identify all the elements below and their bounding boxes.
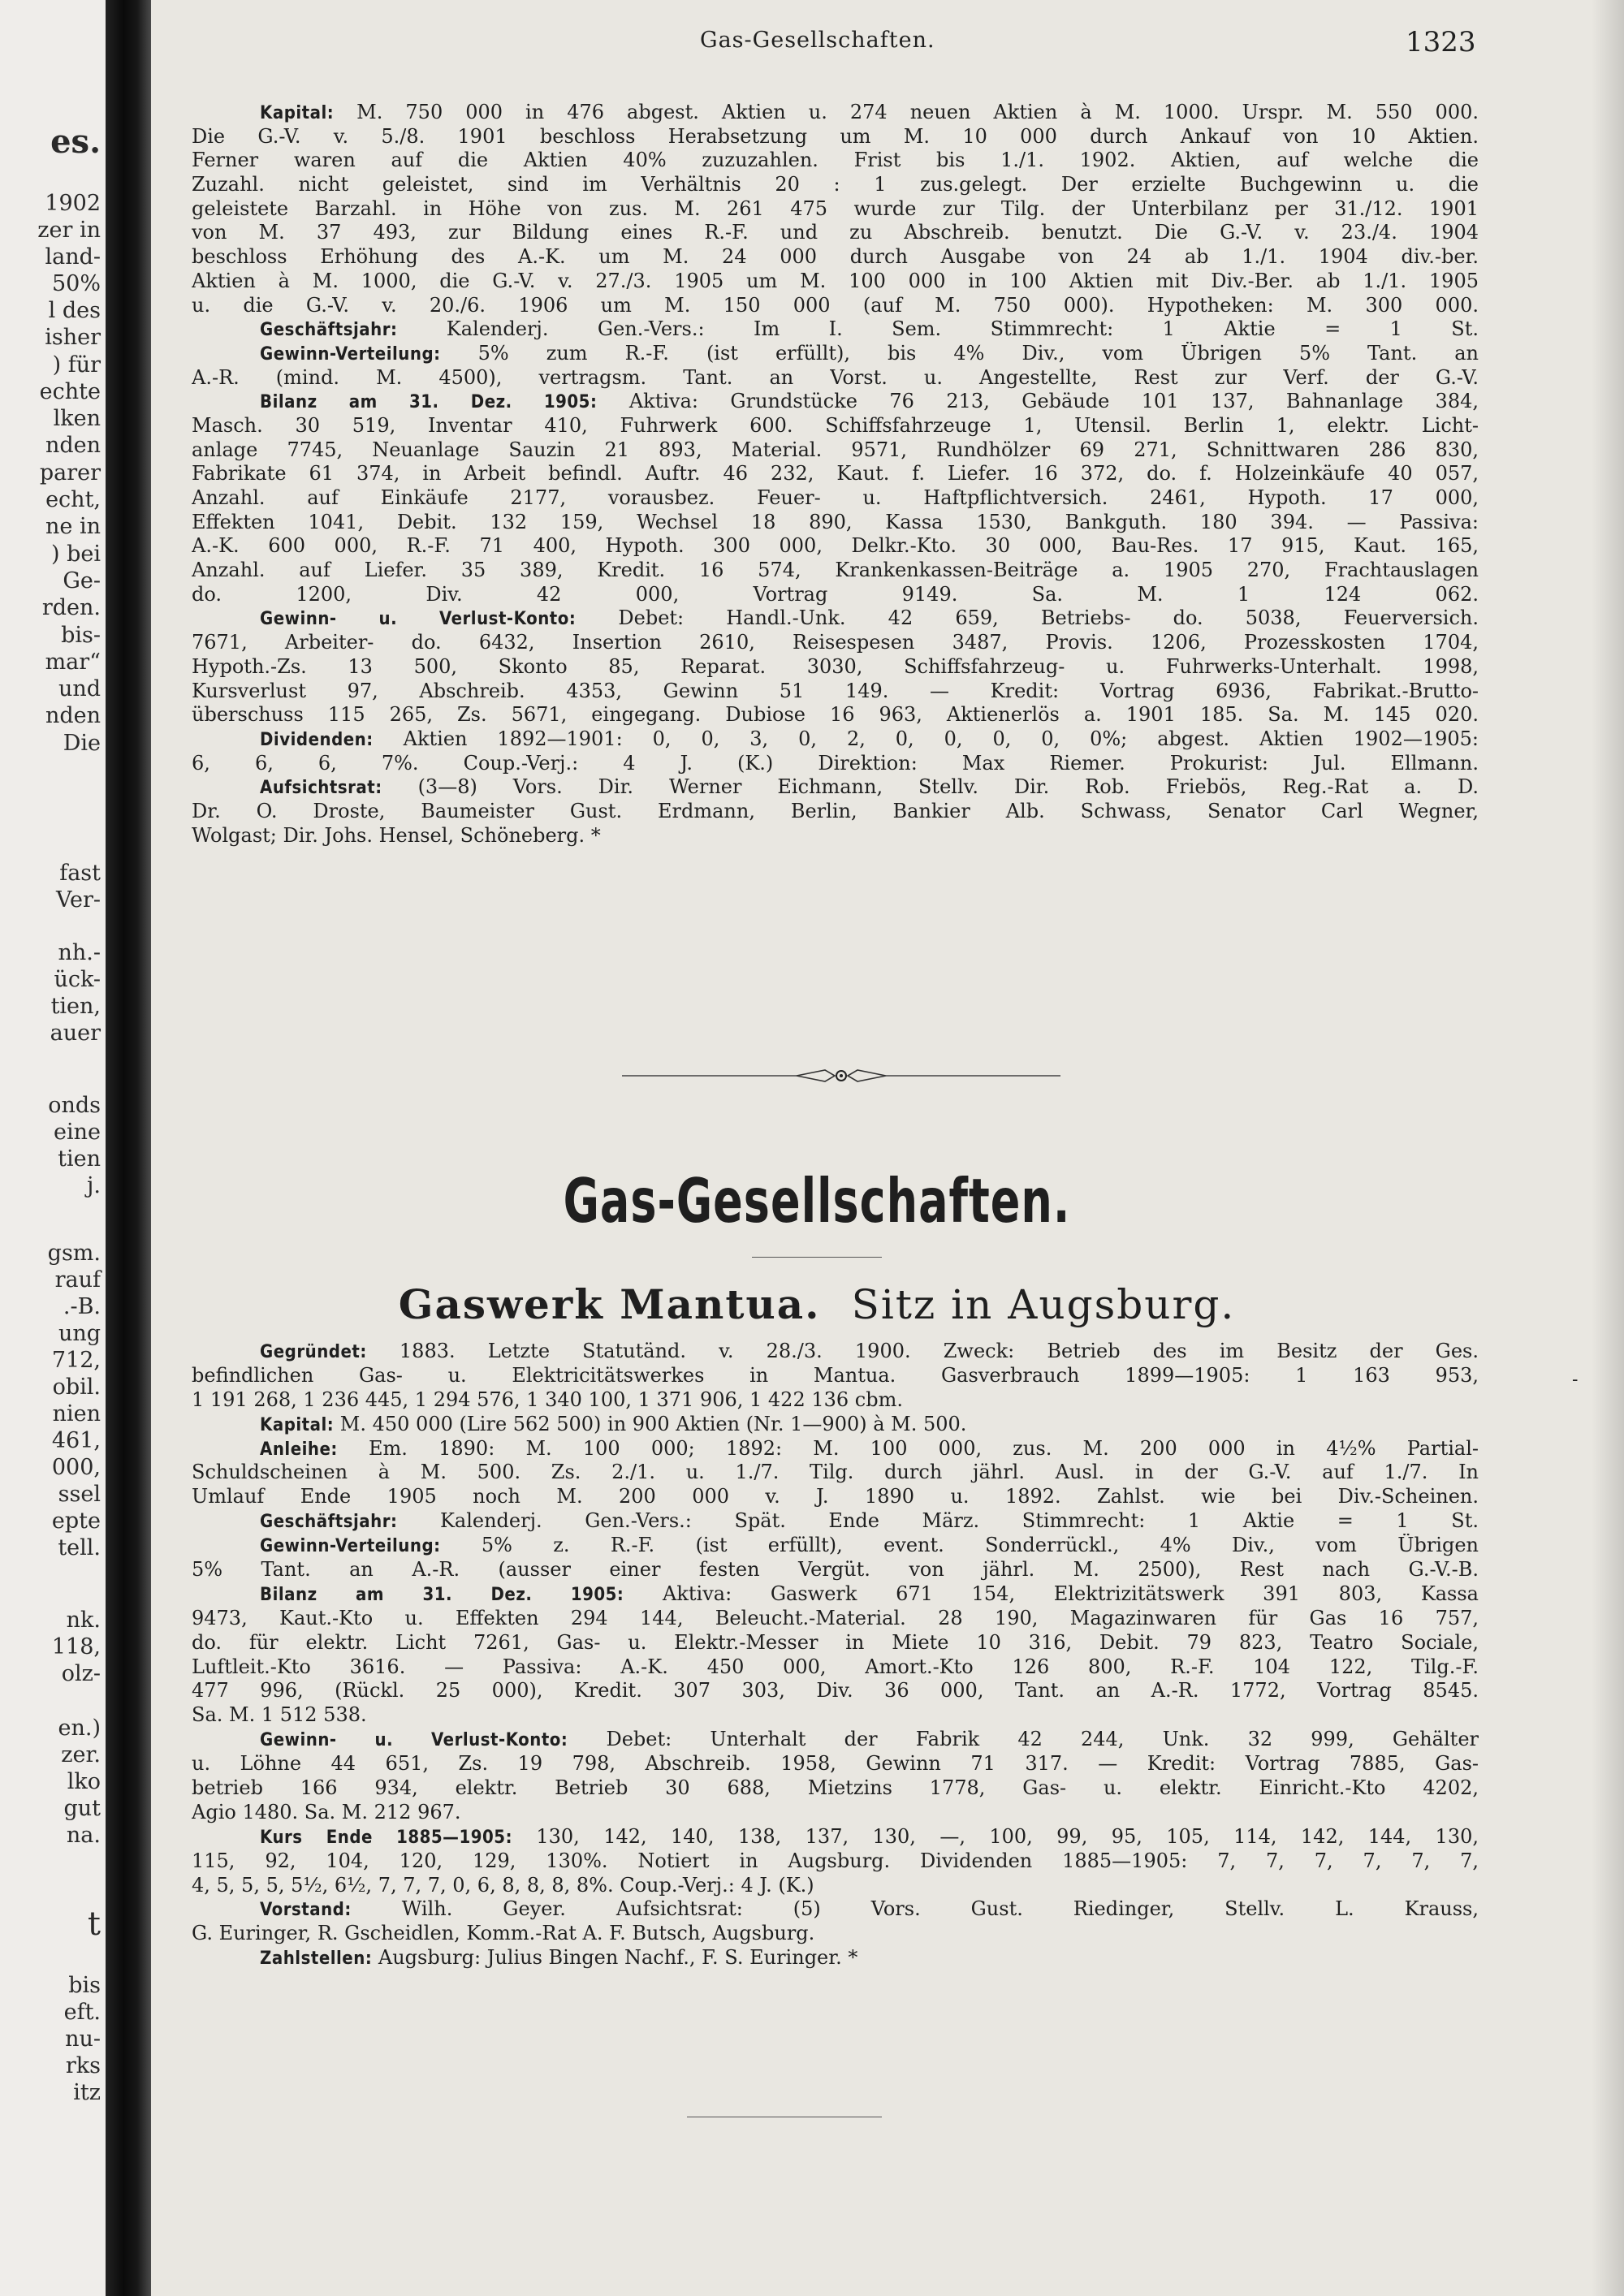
text-line	[192, 390, 1479, 414]
text-line	[192, 775, 1479, 800]
left-page-fragment: ssel	[58, 1482, 101, 1507]
field-text: befindlichen Gas- u. Elektricitätswerkes in Mantua. Gasverbrauch 1899—1905: 1 163 953,	[192, 1363, 1479, 1387]
text-line	[192, 1582, 1479, 1607]
text-line	[192, 221, 1479, 245]
field-label: Bilanz am 31. Dez. 1905:	[260, 1584, 624, 1605]
margin-mark: -	[1572, 1370, 1579, 1390]
text-line	[192, 800, 1479, 824]
text-line	[192, 197, 1479, 222]
left-page-fragment: en.)	[58, 1716, 101, 1741]
page-number: 1323	[1406, 26, 1476, 58]
left-page-fragment: 118,	[51, 1634, 101, 1659]
field-text: Hypoth.-Zs. 13 500, Skonto 85, Reparat. 3030, Schiffsfahrzeug- u. Fuhrwerks-Unterhalt. 1998,	[192, 654, 1479, 678]
field-text: geleistete Barzahl. in Höhe von zus. M. 261 475 wurde zur Tilg. der Unterbilanz per 31./12. 1901	[192, 196, 1479, 220]
text-line	[192, 1752, 1479, 1776]
company-name: Gaswerk Mantua.	[398, 1280, 821, 1328]
left-page-fragment: gsm.	[47, 1241, 101, 1266]
field-label: Kapital:	[260, 1414, 335, 1435]
left-page-fragment: ung	[58, 1321, 101, 1346]
text-line	[192, 317, 1479, 342]
field-text: Sa. M. 1 512 538.	[192, 1703, 367, 1727]
field-label: Gegründet:	[260, 1342, 367, 1362]
company-heading	[151, 1280, 1483, 1328]
field-text: M. 450 000 (Lire 562 500) in 900 Aktien (Nr. 1—900) à M. 500.	[334, 1412, 967, 1435]
text-line	[192, 438, 1479, 463]
left-page-fragment: gut	[63, 1796, 101, 1821]
field-text: überschuss 115 265, Zs. 5671, eingegang. Dubiose 16 963, Aktienerlös a. 1901 185. Sa. M. 145 020.	[192, 703, 1479, 727]
company-entry-gaswerk-mantua	[192, 1340, 1479, 1970]
field-text: Aktien 1892—1901: 0, 0, 3, 0, 2, 0, 0, 0, 0, 0%; abgest. Aktien 1902—1905:	[373, 727, 1479, 750]
field-text: Debet: Handl.-Unk. 42 659, Betriebs- do. 5038, Feuerversich.	[576, 606, 1479, 630]
field-text: A.-K. 600 000, R.-F. 71 400, Hypoth. 300 000, Delkr.-Kto. 30 000, Bau-Res. 17 915, Kaut. 165,	[192, 534, 1479, 558]
text-line	[192, 462, 1479, 486]
text-line	[192, 655, 1479, 680]
field-text: Masch. 30 519, Inventar 410, Fuhrwerk 600. Schiffsfahrzeuge 1, Utensil. Berlin 1, elektr. Licht-	[192, 413, 1479, 437]
text-line	[192, 1801, 1479, 1825]
field-label: Dividenden:	[260, 729, 374, 750]
text-line	[192, 1874, 1479, 1898]
left-page-fragment: l des	[48, 298, 101, 323]
text-line	[192, 1679, 1479, 1703]
text-line	[192, 1825, 1479, 1849]
left-page-fragment: 50%	[51, 271, 101, 296]
left-page-fragment: auer	[50, 1021, 101, 1046]
text-line	[192, 1922, 1479, 1946]
text-line	[192, 1485, 1479, 1509]
left-page-fragment: rden.	[41, 595, 101, 620]
text-line	[192, 1631, 1479, 1655]
field-text: Ferner waren auf die Aktien 40% zuzuzahlen. Frist bis 1./1. 1902. Aktien, auf welche die	[192, 149, 1479, 172]
text-line	[192, 366, 1479, 391]
left-page-strip	[0, 0, 106, 2296]
field-text: Augsburg: Julius Bingen Nachf., F. S. Euringer. *	[372, 1946, 858, 1970]
field-text: 5% zum R.-F. (ist erfüllt), bis 4% Div., vom Übrigen 5% Tant. an	[440, 341, 1479, 365]
text-line	[192, 1607, 1479, 1631]
left-page-fragment: eine	[54, 1120, 101, 1145]
text-line	[192, 414, 1479, 438]
text-line	[192, 486, 1479, 511]
left-page-fragment: itz	[73, 2080, 101, 2105]
left-page-fragment: isher	[45, 325, 101, 350]
left-page-fragment: Die	[63, 731, 101, 756]
field-text: Wilh. Geyer. Aufsichtsrat: (5) Vors. Gust. Riedinger, Stellv. L. Krauss,	[351, 1897, 1479, 1921]
left-page-fragment: nk.	[66, 1608, 101, 1633]
left-page-fragment: .-B.	[63, 1294, 101, 1319]
text-line	[192, 559, 1479, 583]
left-page-fragment: tell.	[58, 1535, 101, 1560]
text-line	[192, 1437, 1479, 1461]
left-page-fragment: nden	[45, 703, 101, 728]
left-page-fragment: Ge-	[63, 568, 101, 593]
left-page-fragment: nden	[45, 433, 101, 458]
book-page	[151, 0, 1624, 2296]
text-line	[192, 703, 1479, 727]
field-text: 6, 6, 6, 7%. Coup.-Verj.: 4 J. (K.) Direktion: Max Riemer. Prokurist: Jul. Ellmann.	[192, 751, 1479, 775]
field-label: Anleihe:	[260, 1439, 338, 1460]
text-line	[192, 583, 1479, 607]
text-line	[192, 1461, 1479, 1485]
text-line	[192, 101, 1479, 125]
text-line	[192, 1340, 1479, 1364]
text-line	[192, 1388, 1479, 1413]
field-text: A.-R. (mind. M. 4500), vertragsm. Tant. an Vorst. u. Angestellte, Rest zur Verf. der G.-V.	[192, 365, 1479, 389]
field-text: Schuldscheinen à M. 500. Zs. 2./1. u. 1./7. Tilg. durch jährl. Ausl. in der G.-V. auf 1./7. In	[192, 1461, 1479, 1484]
field-text: Dr. O. Droste, Baumeister Gust. Erdmann, Berlin, Bankier Alb. Schwass, Senator Carl Wegner,	[192, 799, 1479, 822]
text-line	[192, 294, 1479, 318]
field-text: Em. 1890: M. 100 000; 1892: M. 100 000, zus. M. 200 000 in 4½% Partial-	[337, 1436, 1479, 1460]
field-label: Geschäftsjahr:	[260, 320, 398, 341]
field-label: Gewinn-Verteilung:	[260, 1536, 441, 1557]
left-page-fragment: 461,	[51, 1428, 101, 1453]
text-line	[192, 824, 1479, 848]
field-text: do. 1200, Div. 42 000, Vortrag 9149. Sa. M. 1 124 062.	[192, 582, 1479, 606]
field-text: 115, 92, 104, 120, 129, 130%. Notiert in Augsburg. Dividenden 1885—1905: 7, 7, 7, 7, 7, 7,	[192, 1849, 1479, 1872]
text-line	[192, 342, 1479, 366]
field-text: 9473, Kaut.-Kto u. Effekten 294 144, Beleucht.-Material. 28 190, Magazinwaren für Gas 16 757,	[192, 1606, 1479, 1629]
field-text: Debet: Unterhalt der Fabrik 42 244, Unk. 32 999, Gehälter	[568, 1728, 1479, 1751]
text-line	[192, 245, 1479, 270]
field-text: Aktien à M. 1000, die G.-V. v. 27./3. 1905 um M. 100 000 in 100 Aktien mit Div.-Ber. ab 1./1. 1905	[192, 269, 1479, 292]
field-text: anlage 7745, Neuanlage Sauzin 21 893, Material. 9571, Rundhölzer 69 271, Schnittwaren 286 830,	[192, 438, 1479, 461]
field-text: Aktiva: Gaswerk 671 154, Elektrizitätswerk 391 803, Kassa	[624, 1582, 1479, 1605]
left-page-fragment: nien	[52, 1401, 101, 1426]
field-text: Luftleit.-Kto 3616. — Passiva: A.-K. 450 000, Amort.-Kto 126 800, R.-F. 104 122, Tilg.-F.	[192, 1655, 1479, 1678]
field-label: Vorstand:	[260, 1900, 352, 1921]
field-text: 1883. Letzte Statutänd. v. 28./3. 1900. Zweck: Betrieb des im Besitz der Ges.	[366, 1340, 1479, 1362]
field-text: Anzahl. auf Einkäufe 2177, vorausbez. Feuer- u. Haftpflichtversich. 2461, Hypoth. 17 000,	[192, 486, 1479, 509]
text-line	[192, 1413, 1479, 1437]
left-page-fragment: na.	[66, 1823, 101, 1848]
left-page-fragment: rauf	[54, 1267, 101, 1293]
field-text: betrieb 166 934, elektr. Betrieb 30 688, Mietzins 1778, Gas- u. elektr. Einricht.-Kto 4202,	[192, 1776, 1479, 1800]
left-page-fragment: fast	[59, 861, 101, 886]
section-heading: Gas-Gesellschaften.	[563, 1166, 1071, 1237]
left-page-fragment: land-	[45, 244, 101, 270]
section-ornament	[622, 1066, 1060, 1085]
field-label: Kapital:	[260, 103, 335, 123]
field-text: Umlauf Ende 1905 noch M. 200 000 v. J. 1890 u. 1892. Zahlst. wie bei Div.-Scheinen.	[192, 1485, 1479, 1508]
left-page-fragment: ) bei	[50, 542, 101, 567]
field-text: Anzahl. auf Liefer. 35 389, Kredit. 16 574, Krankenkassen-Beiträge a. 1905 270, Frachtauslagen	[192, 559, 1479, 582]
field-text: u. Löhne 44 651, Zs. 19 798, Abschreib. 1958, Gewinn 71 317. — Kredit: Vortrag 7885, Gas-	[192, 1752, 1479, 1776]
text-line	[192, 1364, 1479, 1388]
text-line	[192, 1946, 1479, 1970]
field-label: Geschäftsjahr:	[260, 1512, 398, 1533]
text-line	[192, 680, 1479, 704]
field-text: 130, 142, 140, 138, 137, 130, —, 100, 99, 95, 105, 114, 142, 144, 130,	[512, 1824, 1479, 1848]
text-line	[192, 1703, 1479, 1728]
left-page-fragment: 1902	[45, 191, 101, 216]
field-text: Kalenderj. Gen.-Vers.: Spät. Ende März. Stimmrecht: 1 Aktie = 1 St.	[397, 1509, 1479, 1533]
field-text: Die G.-V. v. 5./8. 1901 beschloss Herabsetzung um M. 10 000 durch Ankauf von 10 Aktien.	[192, 124, 1479, 148]
field-label: Kurs Ende 1885—1905:	[260, 1827, 512, 1848]
field-text: 5% z. R.-F. (ist erfüllt), event. Sonderrückl., 4% Div., vom Übrigen	[440, 1534, 1479, 1557]
text-line	[192, 631, 1479, 655]
left-page-fragment: ne in	[45, 514, 101, 539]
text-line	[192, 1558, 1479, 1582]
page-edge-shadow	[1592, 0, 1624, 2296]
field-text: Aktiva: Grundstücke 76 213, Gebäude 101 137, Bahnanlage 384,	[597, 390, 1479, 413]
field-text: 1 191 268, 1 236 445, 1 294 576, 1 340 100, 1 371 906, 1 422 136 cbm.	[192, 1388, 903, 1411]
field-text: (3—8) Vors. Dir. Werner Eichmann, Stellv. Dir. Rob. Friebös, Reg.-Rat a. D.	[382, 775, 1479, 799]
left-page-fragment: bis-	[61, 623, 101, 648]
left-page-fragment: onds	[48, 1093, 101, 1118]
field-label: Gewinn- u. Verlust-Konto:	[260, 609, 577, 630]
text-line	[192, 752, 1479, 776]
text-line	[192, 1897, 1479, 1922]
field-text: G. Euringer, R. Gscheidlen, Komm.-Rat A. F. Butsch, Augsburg.	[192, 1922, 815, 1945]
left-page-fragment: echte	[39, 379, 101, 404]
left-page-fragment: zer in	[37, 218, 101, 243]
field-text: Kalenderj. Gen.-Vers.: Im I. Sem. Stimmrecht: 1 Aktie = 1 St.	[397, 317, 1479, 341]
left-page-fragment: nh.-	[58, 940, 101, 965]
text-line	[192, 606, 1479, 631]
field-text: Wolgast; Dir. Johs. Hensel, Schöneberg. *	[192, 823, 601, 847]
left-page-fragment: zer.	[61, 1742, 101, 1767]
left-page-fragment: tien,	[50, 994, 101, 1019]
left-page-fragment: mar“	[45, 650, 101, 675]
field-text: do. für elektr. Licht 7261, Gas- u. Elektr.-Messer in Miete 10 316, Debit. 79 823, Teatro Sociale,	[192, 1630, 1479, 1654]
text-line	[192, 511, 1479, 535]
field-text: u. die G.-V. v. 20./6. 1906 um M. 150 000 (auf M. 750 000). Hypotheken: M. 300 000.	[192, 293, 1479, 317]
left-page-fragment: obil.	[52, 1375, 101, 1400]
field-text: von M. 37 493, zur Bildung eines R.-F. und zu Abschreib. benutzt. Die G.-V. v. 23./4. 1904	[192, 221, 1479, 244]
field-text: Zuzahl. nicht geleistet, sind im Verhältnis 20 : 1 zus.gelegt. Der erzielte Buchgewinn u. die	[192, 173, 1479, 196]
left-page-fragment: tien	[58, 1146, 101, 1172]
left-page-fragment: rks	[65, 2053, 101, 2078]
text-line	[192, 1655, 1479, 1680]
left-page-fragment: epte	[51, 1508, 101, 1534]
text-line	[192, 1534, 1479, 1558]
page-header	[151, 28, 1624, 60]
left-page-fragment: und	[58, 676, 101, 701]
text-line	[192, 534, 1479, 559]
field-text: Fabrikate 61 374, in Arbeit befindl. Auftr. 46 232, Kaut. f. Liefer. 16 372, do. f. Holzeinkäufe 40 057,	[192, 462, 1479, 486]
field-text: Effekten 1041, Debit. 132 159, Wechsel 18 890, Kassa 1530, Bankguth. 180 394. — Passiva:	[192, 510, 1479, 533]
text-line	[192, 149, 1479, 173]
field-text: Kursverlust 97, Abschreib. 4353, Gewinn 51 149. — Kredit: Vortrag 6936, Fabrikat.-Brutto-	[192, 679, 1479, 702]
field-label: Gewinn-Verteilung:	[260, 343, 441, 365]
text-line	[192, 1776, 1479, 1801]
left-page-fragment: ) für	[52, 352, 101, 378]
left-page-fragment: echt,	[45, 487, 101, 512]
field-text: 4, 5, 5, 5, 5½, 6½, 7, 7, 7, 0, 6, 8, 8, 8, 8%. Coup.-Verj.: 4 J. (K.)	[192, 1873, 814, 1897]
left-page-fragment: olz-	[61, 1661, 101, 1686]
text-line	[192, 1509, 1479, 1534]
left-page-fragment: parer	[39, 460, 101, 486]
field-label: Zahlstellen:	[260, 1949, 373, 1970]
left-page-fragment: nu-	[65, 2026, 101, 2052]
left-page-fragment: t	[87, 1905, 101, 1943]
field-label: Gewinn- u. Verlust-Konto:	[260, 1730, 568, 1751]
field-text: 477 996, (Rückl. 25 000), Kredit. 307 303, Div. 36 000, Tant. an A.-R. 1772, Vortrag 8545.	[192, 1679, 1479, 1703]
text-line	[192, 1849, 1479, 1874]
left-page-fragment: eft.	[63, 2000, 101, 2025]
text-line	[192, 125, 1479, 149]
left-page-fragment: lko	[67, 1769, 101, 1794]
company-entry-previous	[192, 101, 1479, 848]
field-text: beschloss Erhöhung des A.-K. um M. 24 000 durch Ausgabe von 24 ab 1./1. 1904 div.-ber.	[192, 245, 1479, 269]
left-page-fragment: bis	[68, 1973, 101, 1998]
field-label: Aufsichtsrat:	[260, 778, 382, 799]
text-line	[192, 270, 1479, 294]
running-title: Gas-Gesellschaften.	[700, 28, 935, 53]
left-page-fragment: es.	[50, 123, 101, 161]
left-page-fragment: ück-	[54, 967, 101, 992]
left-page-fragment: j.	[87, 1173, 101, 1198]
field-text: Agio 1480. Sa. M. 212 967.	[192, 1800, 461, 1823]
text-line	[192, 173, 1479, 197]
field-text: 7671, Arbeiter- do. 6432, Insertion 2610, Reisespesen 3487, Provis. 1206, Prozesskosten 1704,	[192, 631, 1479, 654]
left-page-fragment: lken	[53, 406, 101, 431]
text-line	[192, 1728, 1479, 1752]
field-text: 5% Tant. an A.-R. (ausser einer festen Vergüt. von jährl. M. 2500), Rest nach G.-V.-B.	[192, 1558, 1479, 1582]
company-seat: Sitz in Augsburg.	[851, 1281, 1236, 1328]
left-page-fragment: Ver-	[55, 887, 101, 913]
field-label: Bilanz am 31. Dez. 1905:	[260, 392, 598, 413]
heading-rule	[752, 1257, 882, 1258]
left-page-fragment: 712,	[51, 1348, 101, 1373]
left-page-fragment: 000,	[51, 1455, 101, 1480]
book-gutter	[106, 0, 151, 2296]
text-line	[192, 727, 1479, 752]
field-text: M. 750 000 in 476 abgest. Aktien u. 274 neuen Aktien à M. 1000. Urspr. M. 550 000.	[334, 101, 1479, 123]
